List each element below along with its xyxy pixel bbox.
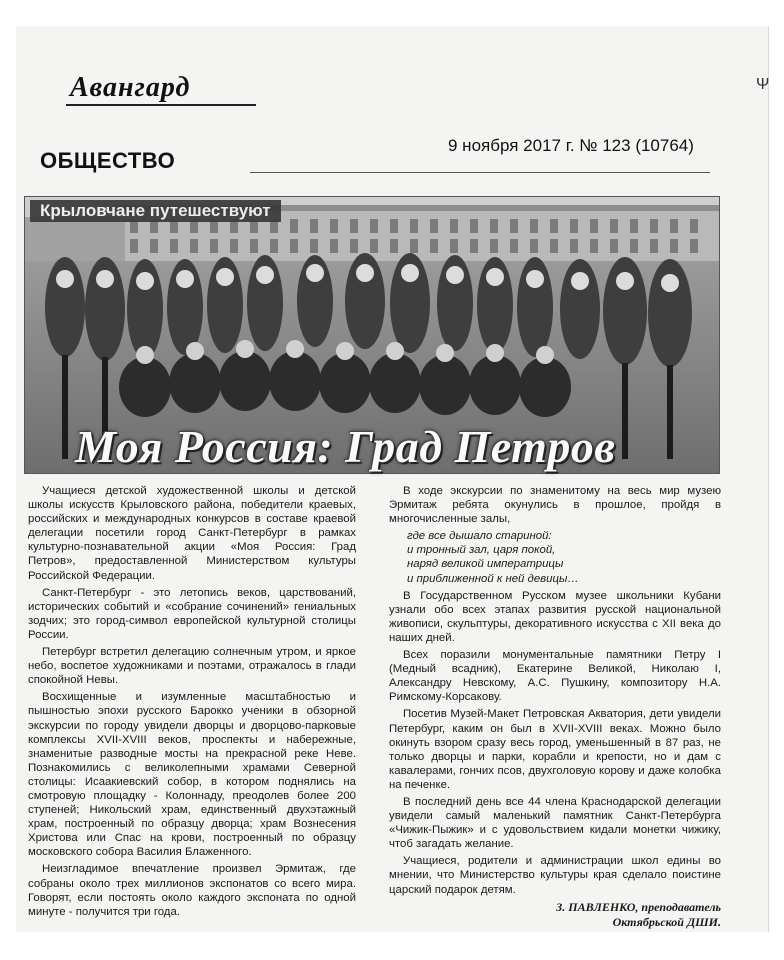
author-signature	[389, 900, 721, 930]
article-paragraph: В ходе экскурсии по знаменитому на весь мир музею Эрмитаж ребята окунулись в прошлое, пройдя в многочисленные залы,	[389, 485, 721, 526]
rubric-label: Крыловчане путешествуют	[30, 200, 281, 222]
article-column-right	[389, 484, 721, 930]
article-paragraph: Неизгладимое впечатление произвел Эрмитаж, где собраны около трех миллионов экспонатов со всего мира. Говорят, если постоять около каждого экспоната по одной минуте - получится три года.	[28, 863, 356, 918]
article-paragraph: Восхищенные и изумленные масштабностью и пышностью эпохи русского Барокко ученики в обзорной экскурсии по городу увидели дворцы и дворцово-парковые комплексы XVII-XVIII веков, проспекты и набережные, знаменитые разводные мосты на прекрасной реке Неве. Познакомились с великолепными храмами Северной столицы: Исаакиевский собор, в котором поднялись на смотровую площадку - Колоннаду, преодолев более 200 ступеней; Никольский храм, единственный двухэтажный храм, построенный по образцу дворца; храм Вознесения Христова или Спас на крови, построенный по образцу московского собора Василия Блаженного.	[28, 691, 356, 859]
masthead-underline	[66, 104, 256, 106]
article-paragraph: Учащиеся, родители и администрации школ едины во мнении, что Министерство культуры края сделало поистине царский подарок детям.	[389, 855, 721, 896]
section-rule	[250, 172, 710, 173]
article-paragraph: Санкт-Петербург - это летопись веков, царствований, исторических событий и «собрание сочинений» гениальных зодчих; это город-символ европейской культурной столицы России.	[28, 586, 356, 641]
author-affiliation: Октябрьской ДШИ.	[612, 914, 721, 929]
article-paragraph: Петербург встретил делегацию солнечным утром, и яркое небо, воспетое художниками и поэтами, отражалось в глади спокойной Невы.	[28, 646, 356, 687]
section-title: ОБЩЕСТВО	[40, 148, 176, 173]
corner-mark: Ψ	[756, 76, 770, 93]
article-headline: Моя Россия: Град Петров	[75, 421, 616, 472]
author-name: З. ПАВЛЕНКО, преподаватель	[556, 899, 721, 914]
issue-date: 9 ноября 2017 г. № 123 (10764)	[448, 136, 694, 155]
article-column-left	[28, 484, 356, 922]
poem-line: и тронный зал, царя покой,	[407, 544, 556, 557]
article-paragraph: Учащиеся детской художественной школы и детской школы искусств Крыловского района, победители краевых, российских и международных конкурсов в составе краевой делегации посетили город Санкт-Петербург в рамках культурно-познавательной акции «Моя Россия: Град Петров», предоставленной Министерством культуры Российской Федерации.	[28, 485, 356, 582]
article-paragraph: Всех поразили монументальные памятники Петру I (Медный всадник), Екатерине Великой, Николаю I, Александру Невскому, А.С. Пушкину, композитору Н.А. Римскому-Корсакову.	[389, 649, 721, 704]
article-paragraph: В Государственном Русском музее школьники Кубани узнали обо всех этапах развития русской национальной живописи, скульптуры, декоративного искусства с XII века до наших дней.	[389, 589, 721, 644]
article-paragraph: Посетив Музей-Макет Петровская Акватория, дети увидели Петербург, каким он был в XVII-XVIII веках. Можно было окинуть взором сразу весь город, уменьшенный в 87 раз, не только дворцы и парки, корабли и крепости, но и дам с кавалерами, гончих псов, двухголовую корову и даже колобка на печенке.	[389, 708, 721, 791]
poem-line: наряд великой императрицы	[407, 558, 564, 571]
article-paragraph: В последний день все 44 члена Краснодарской делегации увидели самый маленький памятник Санкт-Петербурга «Чижик-Пыжик» и с удовольствием кидали монетки чижику, чтоб загадать желание.	[389, 795, 721, 851]
newspaper-masthead: Авангард	[70, 72, 191, 103]
poem-line: и приближенной к ней девицы…	[407, 572, 579, 585]
poem-line: где все дышало стариной:	[407, 530, 552, 543]
